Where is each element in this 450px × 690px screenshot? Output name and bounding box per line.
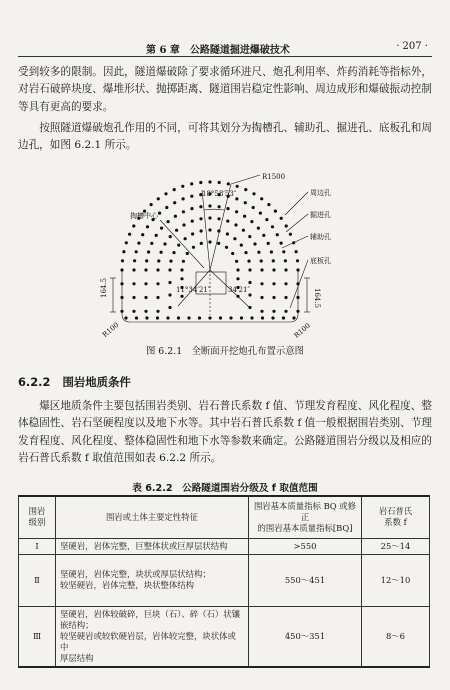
perimeter-hole — [252, 192, 255, 195]
floor-hole — [187, 316, 190, 319]
perimeter-hole — [157, 197, 160, 200]
excavation-hole — [141, 233, 144, 236]
floor-hole — [240, 316, 243, 319]
leader-perimeter — [285, 192, 308, 215]
cell-grade: Ⅱ — [19, 554, 56, 606]
auxiliary-hole — [240, 244, 243, 247]
floor-hole — [261, 316, 264, 319]
perimeter-hole — [260, 197, 263, 200]
excavation-hole — [235, 210, 238, 213]
excavation-hole — [144, 296, 147, 299]
perimeter-hole — [280, 217, 283, 220]
floor-hole — [156, 316, 159, 319]
auxiliary-hole — [177, 244, 180, 247]
excavation-hole — [250, 220, 253, 223]
header-feature: 围岩或土体主要定性特征 — [56, 496, 249, 538]
blasthole-diagram — [100, 170, 350, 340]
label-angle-top: 18°58′53″ — [202, 190, 237, 198]
auxiliary-hole — [200, 229, 203, 232]
angle-arc-top — [204, 209, 224, 210]
figure-caption: 图 6.2.1 全断面开挖炮孔布置示意图 — [145, 346, 305, 357]
excavation-hole — [145, 259, 148, 262]
floor-hole — [145, 316, 148, 319]
excavation-hole — [284, 310, 287, 313]
cell-f: 8～6 — [362, 606, 430, 667]
auxiliary-hole — [217, 242, 220, 245]
auxiliary-hole — [180, 268, 183, 271]
excavation-hole — [284, 259, 287, 262]
label-auxiliary-hole: 辅助孔 — [310, 233, 331, 241]
floor-hole — [166, 316, 169, 319]
excavation-hole — [265, 218, 268, 221]
excavation-hole — [217, 217, 220, 220]
floor-hole — [250, 316, 253, 319]
auxiliary-hole — [248, 281, 251, 284]
excavation-hole — [190, 195, 193, 198]
excavation-hole — [218, 205, 221, 208]
excavation-hole — [199, 205, 202, 208]
excavation-hole — [135, 250, 138, 253]
excavation-hole — [147, 250, 150, 253]
excavation-hole — [174, 215, 177, 218]
excavation-hole — [137, 242, 140, 245]
perimeter-hole — [218, 181, 221, 184]
excavation-hole — [132, 268, 135, 271]
floor-hole — [177, 316, 180, 319]
perimeter-hole — [150, 203, 153, 206]
perimeter-hole — [132, 224, 135, 227]
auxiliary-hole — [226, 232, 229, 235]
auxiliary-hole — [172, 251, 175, 254]
leader-floor — [290, 260, 308, 308]
table-header-row — [19, 496, 430, 538]
rock-grade-table — [18, 495, 430, 668]
perimeter-hole — [122, 250, 125, 253]
cell-feature: 坚硬岩，岩体完整，巨整体状或巨厚层状结构 — [56, 538, 249, 554]
excavation-hole — [158, 212, 161, 215]
excavation-hole — [182, 223, 185, 226]
paragraph-2: 按照隧道爆破炮孔作用的不同，可将其划分为掏槽孔、辅助孔、掘进孔、底板孔和周边孔，如图 6.2.1 所示。 — [18, 122, 432, 152]
table-row — [19, 538, 430, 554]
running-header — [18, 40, 432, 57]
excavation-hole — [199, 217, 202, 220]
floor-hole — [219, 316, 222, 319]
perimeter-hole — [285, 224, 288, 227]
excavation-hole — [243, 215, 246, 218]
excavation-hole — [132, 310, 135, 313]
excavation-hole — [234, 223, 237, 226]
cell-bq: 550～451 — [249, 554, 362, 606]
perimeter-hole — [128, 233, 131, 236]
excavation-hole — [160, 251, 163, 254]
label-dim-left: 164.5 — [100, 277, 108, 298]
auxiliary-hole — [236, 277, 239, 280]
excavation-hole — [146, 225, 149, 228]
excavation-hole — [150, 242, 153, 245]
leader-excavation — [286, 214, 308, 232]
auxiliary-hole — [236, 268, 239, 271]
excavation-hole — [169, 235, 172, 238]
excavation-hole — [226, 220, 229, 223]
leader-auxiliary — [282, 236, 308, 248]
cell-feature: 坚硬岩，岩体完整，块状或厚层状结构； 较坚硬岩，岩体完整，块状整体结构 — [56, 554, 249, 606]
excavation-hole — [257, 251, 260, 254]
excavation-hole — [226, 207, 229, 210]
excavation-hole — [260, 282, 263, 285]
perimeter-hole — [125, 241, 128, 244]
excavation-hole — [276, 233, 279, 236]
excavation-hole — [190, 207, 193, 210]
excavation-hole — [144, 268, 147, 271]
excavation-hole — [260, 268, 263, 271]
label-angle-bottom: 11°34′21″ — [176, 286, 211, 294]
auxiliary-hole — [191, 232, 194, 235]
excavation-hole — [272, 296, 275, 299]
auxiliary-hole — [192, 246, 195, 249]
section-heading — [18, 374, 131, 390]
excavation-hole — [144, 282, 147, 285]
label-excavation-hole: 掘进孔 — [310, 211, 331, 219]
excavation-hole — [133, 259, 136, 262]
excavation-hole — [244, 201, 247, 204]
cell-feature: 坚硬岩，岩体较破碎，巨块（石）、碎（石）状镶嵌结构； 较坚硬岩或较软硬岩层，岩体较完整，块状体或中 厚层结构 — [56, 606, 249, 667]
excavation-hole — [208, 216, 211, 219]
excavation-hole — [272, 282, 275, 285]
excavation-hole — [272, 310, 275, 313]
label-radius-left: R100 — [101, 320, 121, 340]
auxiliary-hole — [248, 268, 251, 271]
header-grade: 围岩 级别 — [19, 496, 56, 538]
auxiliary-hole — [233, 237, 236, 240]
excavation-hole — [163, 242, 166, 245]
excavation-hole — [165, 206, 168, 209]
excavation-hole — [284, 296, 287, 299]
auxiliary-hole — [180, 295, 183, 298]
auxiliary-hole — [184, 237, 187, 240]
perimeter-hole — [199, 181, 202, 184]
auxiliary-hole — [168, 268, 171, 271]
auxiliary-hole — [168, 281, 171, 284]
auxiliary-hole — [200, 242, 203, 245]
excavation-hole — [272, 268, 275, 271]
excavation-hole — [191, 220, 194, 223]
perimeter-hole — [181, 185, 184, 188]
excavation-hole — [280, 242, 283, 245]
excavation-hole — [132, 296, 135, 299]
excavation-hole — [182, 210, 185, 213]
auxiliary-hole — [208, 240, 211, 243]
excavation-hole — [208, 204, 211, 207]
cell-f: 25～14 — [362, 538, 430, 554]
label-perimeter-hole: 周边孔 — [310, 189, 331, 197]
perimeter-hole — [173, 188, 176, 191]
excavation-hole — [260, 259, 263, 262]
excavation-hole — [260, 310, 263, 313]
cell-bq: >550 — [249, 538, 362, 554]
auxiliary-hole — [186, 252, 189, 255]
excavation-hole — [155, 234, 158, 237]
table-caption: 表 6.2.2 公路隧道围岩分级及 f 取值范围 — [132, 483, 318, 494]
auxiliary-hole — [208, 228, 211, 231]
auxiliary-hole — [182, 260, 185, 263]
excavation-hole — [157, 259, 160, 262]
label-angle-bottom-right: 34′21″ — [228, 286, 251, 294]
perimeter-hole — [121, 259, 124, 262]
section-number: 6.2.2 — [18, 375, 51, 389]
excavation-hole — [253, 242, 256, 245]
label-cut-center: 掏槽中心 — [130, 212, 158, 220]
perimeter-hole — [208, 180, 211, 183]
floor-hole — [124, 316, 127, 319]
chapter-title: 第 6 章 公路隧道掘进爆破技术 — [146, 45, 290, 56]
auxiliary-hole — [180, 277, 183, 280]
excavation-hole — [257, 227, 260, 230]
table-row — [19, 606, 430, 667]
floor-hole — [282, 316, 285, 319]
perimeter-hole — [296, 259, 299, 262]
floor-hole — [292, 316, 295, 319]
excavation-hole — [156, 282, 159, 285]
perimeter-hole — [274, 210, 277, 213]
excavation-hole — [242, 229, 245, 232]
cell-grade: Ⅰ — [19, 538, 56, 554]
perimeter-hole — [190, 182, 193, 185]
excavation-hole — [132, 282, 135, 285]
blasthole-layout-figure — [100, 170, 350, 340]
table-row — [19, 554, 430, 606]
excavation-hole — [173, 201, 176, 204]
excavation-hole — [262, 234, 265, 237]
excavation-hole — [144, 310, 147, 313]
auxiliary-hole — [235, 260, 238, 263]
excavation-hole — [272, 259, 275, 262]
auxiliary-hole — [168, 293, 171, 296]
excavation-hole — [270, 250, 273, 253]
floor-hole — [135, 316, 138, 319]
excavation-hole — [284, 282, 287, 285]
auxiliary-hole — [247, 260, 250, 263]
floor-hole — [229, 316, 232, 319]
header-bq: 围岩基本质量指标 BQ 或修正 的围岩基本质量指标[BQ] — [249, 496, 362, 538]
excavation-hole — [175, 229, 178, 232]
label-radius-top: R1500 — [262, 173, 286, 181]
auxiliary-hole — [169, 260, 172, 263]
cell-grade: Ⅲ — [19, 606, 56, 667]
radius-leader-top — [231, 175, 260, 184]
perimeter-hole — [227, 182, 230, 185]
excavation-hole — [167, 220, 170, 223]
header-f: 岩石普氏 系数 f — [362, 496, 430, 538]
page-number: · 207 · — [396, 41, 428, 52]
excavation-hole — [248, 235, 251, 238]
excavation-hole — [156, 268, 159, 271]
cell-f: 12～10 — [362, 554, 430, 606]
label-floor-hole: 底板孔 — [310, 257, 331, 265]
excavation-hole — [252, 206, 255, 209]
floor-hole — [208, 316, 211, 319]
excavation-hole — [182, 197, 185, 200]
auxiliary-hole — [248, 306, 251, 309]
excavation-hole — [267, 242, 270, 245]
perimeter-hole — [295, 250, 298, 253]
label-radius-right: R100 — [292, 321, 313, 340]
perimeter-hole — [164, 192, 167, 195]
label-dim-right: 164.5 — [313, 288, 321, 309]
excavation-hole — [260, 296, 263, 299]
auxiliary-hole — [225, 246, 228, 249]
excavation-hole — [156, 296, 159, 299]
section-title: 围岩地质条件 — [62, 375, 131, 389]
auxiliary-hole — [244, 251, 247, 254]
floor-hole — [271, 316, 274, 319]
auxiliary-hole — [231, 252, 234, 255]
perimeter-hole — [267, 203, 270, 206]
paragraph-3: 爆区地质条件主要包括围岩类别、岩石普氏系数 f 值、节理发育程度、风化程度、整体稳固性、岩石坚硬程度以及地下水等。其中岩石普氏系数 f 值一般根据围岩类别、节理发育程度、风化程度、整体稳固性和地下水等参数来确定。公路隧道围岩分级以及相应的岩石普氏系数 f 取值范围如表 6.2.2 所示。 — [18, 400, 432, 465]
excavation-hole — [284, 268, 287, 271]
excavation-hole — [156, 310, 159, 313]
perimeter-hole — [244, 188, 247, 191]
excavation-hole — [160, 227, 163, 230]
perimeter-hole — [236, 185, 239, 188]
auxiliary-hole — [168, 306, 171, 309]
floor-hole — [198, 316, 201, 319]
excavation-hole — [282, 250, 285, 253]
excavation-hole — [271, 225, 274, 228]
cell-bq: 450～351 — [249, 606, 362, 667]
paragraph-1: 受到较多的限制。因此，隧道爆破除了要求循环进尺、炮孔利用率、炸药消耗等指标外，对岩石破碎块度、爆堆形状、抛掷距离、隧道围岩稳定性影响、周边成形和爆破振动控制等具有更高的要求。 — [18, 66, 432, 113]
perimeter-hole — [289, 233, 292, 236]
excavation-hole — [259, 212, 262, 215]
